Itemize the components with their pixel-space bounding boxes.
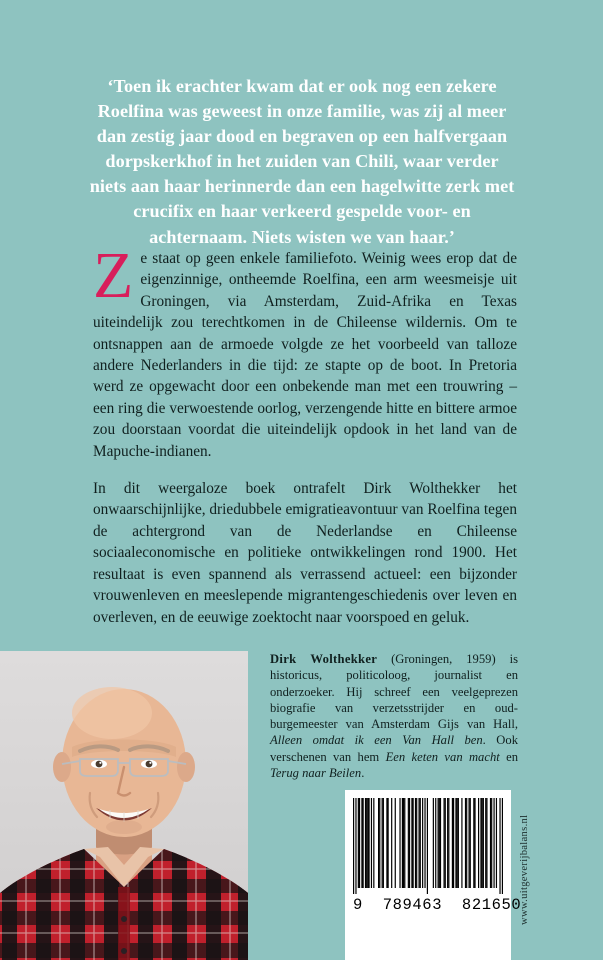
publisher-url[interactable]: www.uitgeverijbalans.nl [519,814,530,925]
book-title-3: Terug naar Beilen [270,766,362,781]
blurb-paragraph-1: Ze staat op geen enkele familiefoto. Weinig wees erop dat de eigenzinnige, ontheemde Roelfina, een arm weesmeisje uit Groningen, via Amsterdam, Zuid-Afrika en Texas uiteindelijk zou terechtkomen in de Chileense wildernis. Om te ontsnappen aan de armoede volgde ze het voorbeeld van talloze andere Nederlanders in die tijd: ze stapte op de boot. In Pretoria werd ze opgewacht door een onbekende man met een trouwring – een ring die verwoestende oorlog, verzengende hitte en bittere armoe zou doorstaan voordat die uiteindelijk opdook in het land van de Mapuche-indianen. [93,239,517,460]
pull-quote: ‘Toen ik erachter kwam dat er ook nog een zekere Roelfina was geweest in onze familie, was zij al meer dan zestig jaar dood en begraven op een halfvergaan dorpskerkhof in het zuiden van Chili, waar verder niets aan haar herinnerde dan een hagelwitte zerk met crucifix en haar verkeerd gespelde voor- en achternaam. Niets wisten we van haar.’ [89,76,515,247]
author-bio-segment-3: en [499,749,518,764]
book-title-2: Een keten van macht [385,749,500,764]
blurb-text [93,239,517,628]
barcode-bars [353,798,503,894]
author-bio-segment-2: . Ook verschenen van hem [270,733,518,764]
author-portrait-illustration [0,651,248,960]
isbn-digits: 9 789463 821650 [353,896,522,914]
author-bio-segment-4: . [361,766,365,781]
author-name: Dirk Wolthekker [270,652,378,666]
author-photo [0,651,248,960]
book-title-1: Alleen omdat ik een Van Hall ben [270,733,483,748]
author-bio [270,651,518,781]
blurb-paragraph-2: In dit weergaloze boek ontrafelt Dirk Wolthekker het onwaarschijnlijke, driedubbele emigratieavontuur van Roelfina tegen de achtergrond van de Nederlandse en Chileense sociaaleconomische en politieke ontwikkelingen rond 1900. Het resultaat is even spannend als verrassend actueel: een bijzonder vrouwenleven en meeslepende migrantengeschiedenis over leven en overleven, en de eeuwige zoektocht naar voorspoed en geluk. [93,480,517,626]
author-bio-segment-1: (Groningen, 1959) is historicus, politicoloog, journalist en onderzoeker. Hij schreef een veelgeprezen biografie van verzetsstrijder en oud-burgemeester van Amsterdam Gijs van Hall, [270,652,519,732]
barcode-box [345,790,522,960]
